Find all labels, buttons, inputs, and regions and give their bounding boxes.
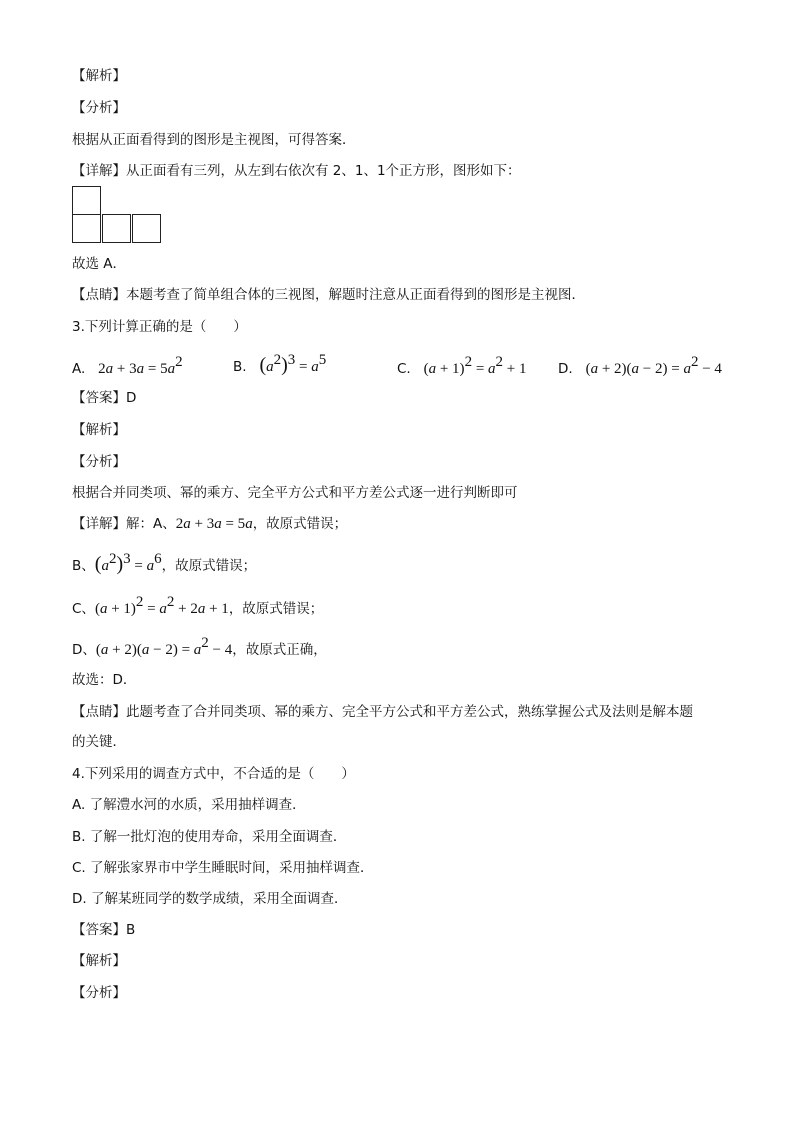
fenxi-text-1: 根据从正面看得到的图形是主视图，可得答案． <box>72 132 356 148</box>
q3-option-c <box>397 352 527 379</box>
q3-fenxi-text: 根据合并同类项、幂的乘方、完全平方公式和平方差公式逐一进行判断即可 <box>72 485 518 501</box>
q4-stem: 4.下列采用的调查方式中，不合适的是（ ） <box>72 766 355 782</box>
q3-option-c-formula: $(a + 1)^2 = a^2 + 1$ <box>423 354 527 377</box>
q4-option-a: A. 了解澧水河的水质，采用抽样调查． <box>72 797 306 813</box>
q3-line-b-suffix: ，故原式错误； <box>161 558 257 574</box>
q3-xiangjie-line-b: B、$(a^2)^3 = a^6$，故原式错误； <box>72 551 257 575</box>
q3-line-d-prefix: D、 <box>72 642 96 658</box>
fenxi-heading-1: 【分析】 <box>72 100 126 116</box>
front-view-figure <box>72 186 162 246</box>
q3-option-a-label: A. <box>72 361 86 377</box>
q3-dianjing-1: 【点睛】此题考查了合并同类项、幂的乘方、完全平方公式和平方差公式，熟练掌握公式及法则是解本题 <box>72 704 693 720</box>
q3-xiangjie-line-c: C、$(a + 1)^2 = a^2 + 2a + 1$，故原式错误； <box>72 594 324 617</box>
q3-option-d <box>558 352 722 379</box>
q4-option-d: D. 了解某班同学的数学成绩，采用全面调查． <box>72 891 348 907</box>
q4-fenxi: 【分析】 <box>72 985 126 1001</box>
guxuan-1: 故选 A． <box>72 256 127 272</box>
q3-line-a-suffix: ，故原式错误； <box>252 516 348 532</box>
q3-option-a-formula: $2a + 3a = 5a^2$ <box>98 354 183 377</box>
q3-option-a <box>72 352 183 379</box>
xiangjie-text-1: 【详解】从正面看有三列，从左到右依次有 2、1、1个正方形，图形如下： <box>72 163 521 179</box>
q3-guxuan: 故选：D． <box>72 672 137 688</box>
q3-line-b-prefix: B、 <box>72 558 95 574</box>
q3-line-c-prefix: C、 <box>72 601 95 617</box>
q4-option-c: C. 了解张家界市中学生睡眠时间，采用抽样调查． <box>72 860 374 876</box>
figure-square-bottom-2 <box>102 214 131 243</box>
q3-line-d-suffix: ，故原式正确， <box>232 642 327 658</box>
q4-answer: 【答案】B <box>72 922 136 938</box>
figure-square-bottom-3 <box>132 214 161 243</box>
q3-option-c-label: C. <box>397 361 411 377</box>
q3-line-c-suffix: ，故原式错误； <box>228 601 324 617</box>
q3-option-d-label: D. <box>558 361 573 377</box>
q3-dianjing-2: 的关键． <box>72 734 126 750</box>
figure-square-top <box>72 186 101 215</box>
q3-fenxi: 【分析】 <box>72 454 126 470</box>
q4-jiexi: 【解析】 <box>72 953 126 969</box>
dianjing-1: 【点睛】本题考查了简单组合体的三视图，解题时注意从正面看得到的图形是主视图． <box>72 287 585 303</box>
q3-xiangjie-prefix: 【详解】解：A、 <box>72 516 176 532</box>
jiexi-heading-1: 【解析】 <box>72 68 126 84</box>
q3-option-b-formula: $(a^2)^3 = a^5$ <box>259 352 327 376</box>
q3-option-d-formula: $(a + 2)(a - 2) = a^2 - 4$ <box>585 354 722 377</box>
figure-square-bottom-1 <box>72 214 101 243</box>
q4-option-b: B. 了解一批灯泡的使用寿命，采用全面调查． <box>72 829 347 845</box>
q3-jiexi: 【解析】 <box>72 422 126 438</box>
q3-option-b <box>233 350 326 377</box>
q3-answer: 【答案】D <box>72 390 137 406</box>
q3-option-b-label: B. <box>233 359 247 375</box>
q3-xiangjie-line-a: 【详解】解：A、2a + 3a = 5a，故原式错误； <box>72 516 348 532</box>
q3-xiangjie-line-d: D、$(a + 2)(a - 2) = a^2 - 4$，故原式正确， <box>72 635 327 658</box>
q3-stem: 3.下列计算正确的是（ ） <box>72 319 247 335</box>
